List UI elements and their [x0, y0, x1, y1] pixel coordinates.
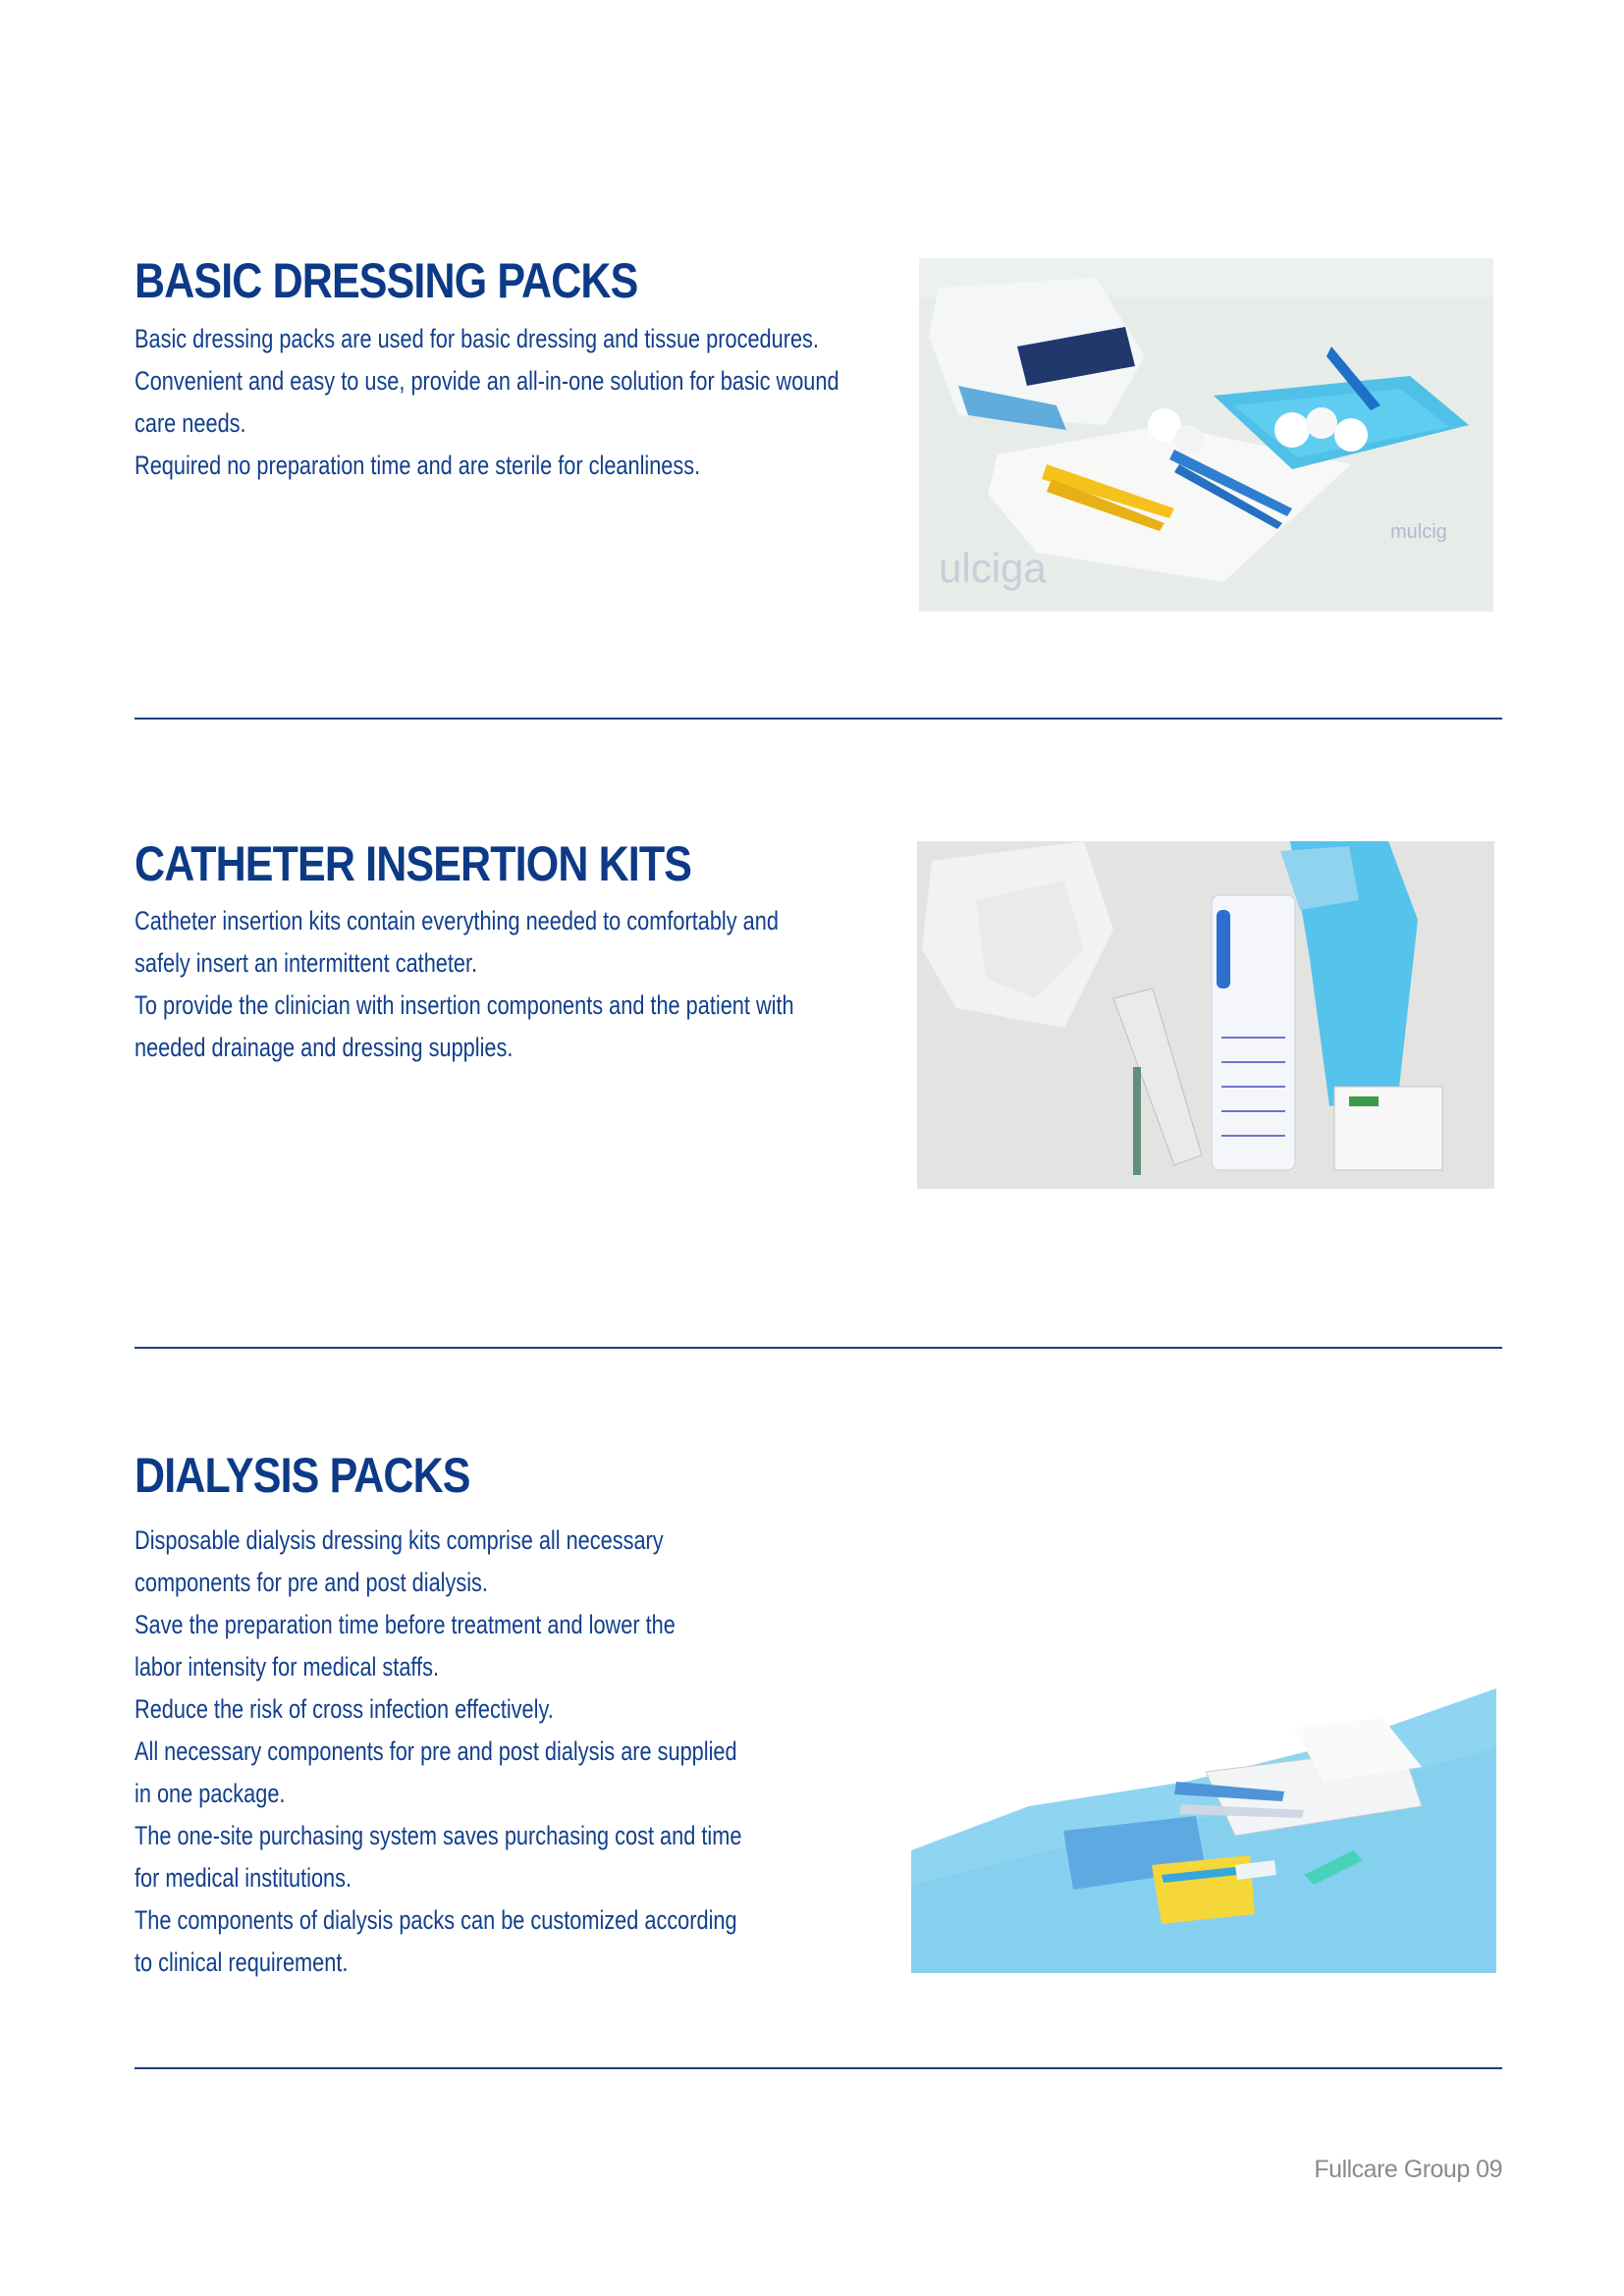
section-divider [135, 718, 1502, 720]
body-line: Disposable dialysis dressing kits comprise all necessary [135, 1525, 664, 1555]
body-line: labor intensity for medical staffs. [135, 1652, 439, 1682]
body-line: Save the preparation time before treatment and lower the [135, 1610, 676, 1639]
section-body-basic-dressing-packs [135, 318, 839, 487]
body-line: Reduce the risk of cross infection effectively. [135, 1694, 554, 1724]
section-title-catheter-insertion-kits: CATHETER INSERTION KITS [135, 836, 692, 891]
catheter-insertion-kit-photo [917, 841, 1494, 1189]
body-line: The one-site purchasing system saves purchasing cost and time [135, 1821, 742, 1850]
body-line: to clinical requirement. [135, 1948, 349, 1977]
section-divider [135, 2067, 1502, 2069]
svg-text:mulcig: mulcig [1390, 521, 1447, 543]
body-line: in one package. [135, 1779, 286, 1808]
body-line: Basic dressing packs are used for basic dressing and tissue procedures. [135, 324, 819, 353]
body-line: The components of dialysis packs can be customized according [135, 1905, 737, 1935]
page-footer: Fullcare Group 09 [1314, 2156, 1502, 2183]
dialysis-pack-photo [911, 1688, 1496, 1973]
body-line: for medical institutions. [135, 1863, 352, 1893]
body-line: Catheter insertion kits contain everything needed to comfortably and [135, 906, 779, 935]
body-line: care needs. [135, 408, 246, 438]
section-body-dialysis-packs [135, 1520, 741, 1984]
section-divider [135, 1347, 1502, 1349]
section-body-catheter-insertion-kits [135, 900, 794, 1069]
section-title-dialysis-packs: DIALYSIS PACKS [135, 1448, 470, 1503]
body-line: components for pre and post dialysis. [135, 1568, 488, 1597]
svg-text:ulciga: ulciga [939, 545, 1047, 591]
body-line: safely insert an intermittent catheter. [135, 948, 478, 978]
body-line: To provide the clinician with insertion components and the patient with [135, 990, 794, 1020]
body-line: All necessary components for pre and post dialysis are supplied [135, 1736, 737, 1766]
basic-dressing-pack-photo [919, 258, 1493, 612]
body-line: Convenient and easy to use, provide an all-in-one solution for basic wound [135, 366, 839, 396]
body-line: Required no preparation time and are sterile for cleanliness. [135, 451, 701, 480]
body-line: needed drainage and dressing supplies. [135, 1033, 514, 1062]
section-title-basic-dressing-packs: BASIC DRESSING PACKS [135, 253, 638, 308]
